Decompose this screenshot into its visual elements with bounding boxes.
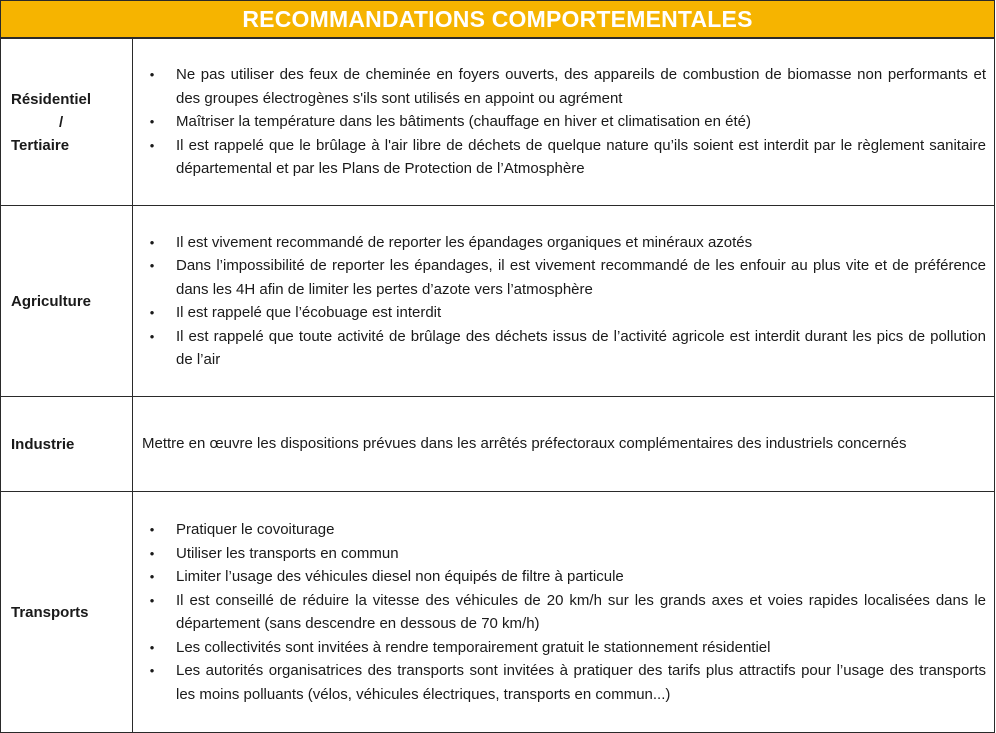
recommendation-list <box>142 63 986 181</box>
recommendation-cell <box>133 206 995 397</box>
list-item <box>142 565 986 589</box>
sector-label: Agriculture <box>11 292 92 310</box>
bullet-icon: • <box>149 305 155 320</box>
sector-cell <box>1 39 133 206</box>
list-item <box>142 254 986 301</box>
page-title: RECOMMANDATIONS COMPORTEMENTALES <box>242 5 753 32</box>
list-item-text: Il est rappelé que toute activité de brûlage des déchets issus de l’activité agricole est interdit durant les pics de pollution de l’air <box>176 327 986 368</box>
list-item <box>142 231 986 255</box>
list-item-text: Il est rappelé que le brûlage à l'air libre de déchets de quelque nature qu’ils soient est interdit par le règlement sanitaire départemental et par les Plans de Protection de l’Atmosphère <box>176 136 986 178</box>
bullet-icon: • <box>149 569 155 584</box>
table-row-industrie <box>1 397 995 492</box>
recommendation-text: Mettre en œuvre les dispositions prévues dans les arrêtés préfectoraux complémentaires des industriels concernés <box>142 435 907 453</box>
bullet-icon: • <box>149 328 155 344</box>
sector-label: Transports <box>11 603 89 621</box>
bullet-icon: • <box>149 114 155 130</box>
recommendation-list <box>142 231 986 372</box>
list-item-text: Maîtriser la température dans les bâtiments (chauffage en hiver et climatisation en été) <box>176 113 752 131</box>
sector-label: Résidentiel <box>11 90 92 108</box>
list-item <box>142 301 986 325</box>
recommendation-cell <box>133 492 995 733</box>
list-item <box>142 518 986 542</box>
bullet-icon: • <box>149 67 155 83</box>
list-item-text: Il est vivement recommandé de reporter les épandages organiques et minéraux azotés <box>176 233 753 251</box>
list-item <box>142 325 986 372</box>
bullet-icon: • <box>149 258 155 273</box>
sector-label: Tertiaire <box>11 136 70 154</box>
recommendation-cell <box>133 39 995 206</box>
list-item <box>142 659 986 706</box>
bullet-icon: • <box>149 522 155 537</box>
table-row-agriculture <box>1 206 995 397</box>
list-item <box>142 63 986 110</box>
list-item <box>142 110 986 134</box>
table-row-residentiel-tertiaire <box>1 39 995 206</box>
list-item-text: Il est conseillé de réduire la vitesse des véhicules de 20 km/h sur les grands axes et voies rapides localisées dans le département (sans descendre en dessous de 70 km/h) <box>176 591 986 632</box>
recommendation-list <box>142 518 986 706</box>
recommendations-table <box>0 38 995 733</box>
sector-label-separator: / <box>59 113 64 131</box>
table-row-transports <box>1 492 995 733</box>
sector-cell <box>1 397 133 492</box>
list-item-text: Il est rappelé que l’écobuage est interdit <box>176 304 442 321</box>
list-item <box>142 542 986 566</box>
title-banner <box>0 0 995 38</box>
bullet-icon: • <box>149 234 155 250</box>
list-item-text: Dans l’impossibilité de reporter les épandages, il est vivement recommandé de les enfouir au plus vite et de préférence dans les 4H afin de limiter les pertes d’azote vers l’atmosphère <box>176 257 986 298</box>
list-item-text: Pratiquer le covoiturage <box>176 521 335 538</box>
bullet-icon: • <box>149 137 155 153</box>
bullet-icon: • <box>149 592 155 608</box>
bullet-icon: • <box>149 545 155 561</box>
list-item-text: Les autorités organisatrices des transports sont invitées à pratiquer des tarifs plus attractifs pour l’usage des transports les moins polluants (vélos, véhicules électriques, transports en commun...) <box>176 662 986 703</box>
sector-cell <box>1 206 133 397</box>
list-item-text: Les collectivités sont invitées à rendre temporairement gratuit le stationnement résidentiel <box>176 638 771 656</box>
list-item-text: Ne pas utiliser des feux de cheminée en foyers ouverts, des appareils de combustion de biomasse non performants et des groupes électrogènes s'ils sont utilisés en appoint ou agrément <box>176 66 986 107</box>
sector-label: Industrie <box>11 435 75 453</box>
sector-cell <box>1 492 133 733</box>
list-item <box>142 636 986 660</box>
recommendation-cell <box>133 397 995 492</box>
list-item-text: Limiter l’usage des véhicules diesel non équipés de filtre à particule <box>176 568 624 585</box>
list-item <box>142 589 986 636</box>
bullet-icon: • <box>149 663 155 678</box>
list-item <box>142 134 986 181</box>
list-item-text: Utiliser les transports en commun <box>176 544 399 562</box>
bullet-icon: • <box>149 639 155 655</box>
